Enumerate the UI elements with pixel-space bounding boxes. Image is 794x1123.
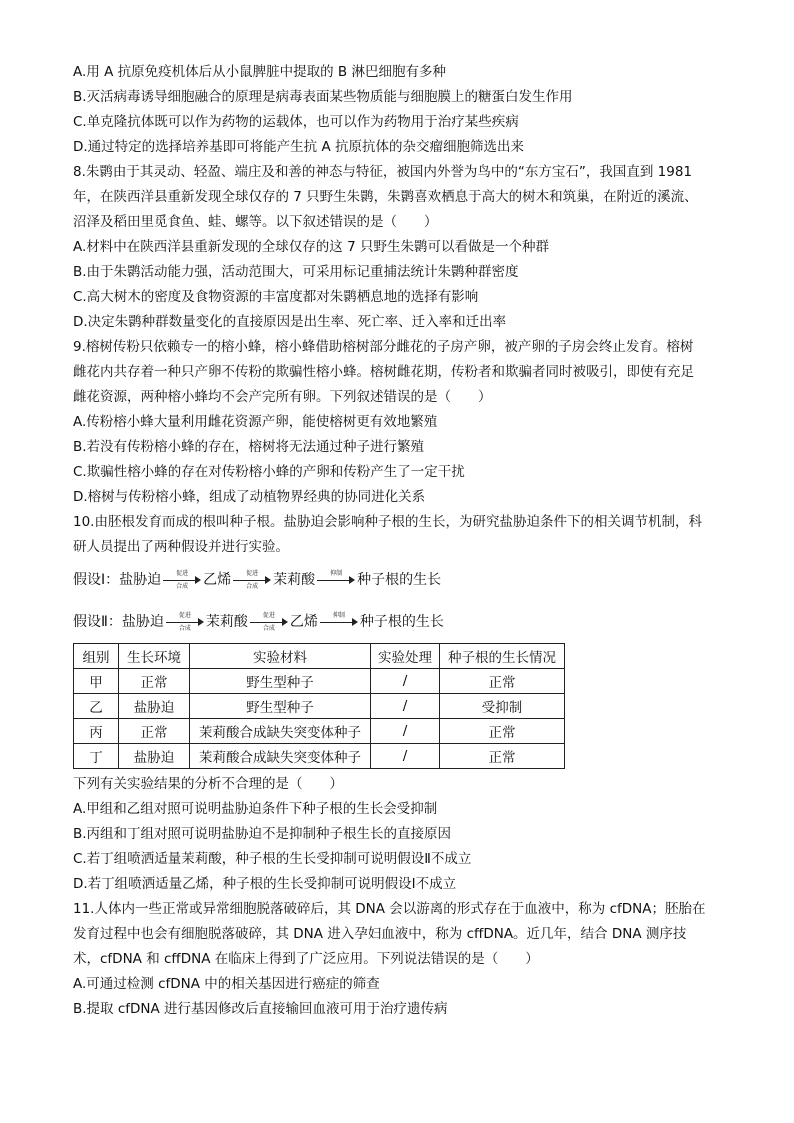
- table-cell: /: [371, 669, 440, 694]
- q8-stem-line: 年，在陕西洋县重新发现全球仅存的 7 只野生朱鹮，朱鹮喜欢栖息于高大的树木和筑巢，在附近的溪流、: [73, 189, 698, 205]
- table-cell: 甲: [74, 669, 119, 694]
- flow-node: 乙烯: [203, 572, 232, 588]
- q11-stem-line: 术，cfDNA 和 cffDNA 在临床上得到了广泛应用。下列说法错误的是（ ）: [73, 951, 539, 967]
- q10-option-c: C.若丁组喷洒适量茉莉酸，种子根的生长受抑制可说明假设Ⅱ不成立: [73, 851, 472, 867]
- table-header: 种子根的生长情况: [440, 644, 565, 669]
- q10-option-d: D.若丁组喷洒适量乙烯，种子根的生长受抑制可说明假设Ⅰ不成立: [73, 876, 457, 892]
- q11-option-b: B.提取 cfDNA 进行基因修改后直接输回血液可用于治疗遗传病: [73, 1001, 448, 1017]
- q8-option-c: C.高大树木的密度及食物资源的丰富度都对朱鹮栖息地的选择有影响: [73, 289, 479, 305]
- q10-stem-line: 10.由胚根发育而成的根叫种子根。盐胁迫会影响种子根的生长，为研究盐胁迫条件下的相关调节机制，科: [73, 514, 702, 530]
- table-header: 生长环境: [119, 644, 190, 669]
- table-header-row: [74, 644, 565, 669]
- table-cell: 正常: [119, 669, 190, 694]
- q9-stem-line: 9.榕树传粉只依赖专一的榕小蜂，榕小蜂借助榕树部分雌花的子房产卵，被产卵的子房会终止发育。榕树: [73, 339, 694, 355]
- table-cell: 正常: [119, 719, 190, 744]
- q9-option-a: A.传粉榕小蜂大量利用雌花资源产卵，能使榕树更有效地繁殖: [73, 414, 438, 430]
- q7-option-a: A.用 A 抗原免疫机体后从小鼠脾脏中提取的 B 淋巴细胞有多种: [73, 64, 446, 80]
- q8-option-d: D.决定朱鹮种群数量变化的直接原因是出生率、死亡率、迁入率和迁出率: [73, 314, 507, 330]
- q8-option-b: B.由于朱鹮活动能力强，活动范围大，可采用标记重捕法统计朱鹮种群密度: [73, 264, 519, 280]
- table-header: 组别: [74, 644, 119, 669]
- arrow-icon: 促进 合成: [166, 612, 204, 632]
- table-cell: 正常: [440, 719, 565, 744]
- q9-stem-line: 雌花内共存着一种只产卵不传粉的欺骗性榕小蜂。榕树雌花期，传粉者和欺骗者同时被吸引，即使有充足: [73, 364, 694, 380]
- table-cell: 丁: [74, 744, 119, 769]
- q11-stem-line: 11.人体内一些正常或异常细胞脱落破碎后，其 DNA 会以游离的形式存在于血液中，称为 cfDNA；胚胎在: [73, 901, 706, 917]
- flow-node: 种子根的生长: [357, 572, 442, 588]
- table-cell: 茉莉酸合成缺失突变体种子: [190, 719, 371, 744]
- q9-option-d: D.榕树与传粉榕小蜂，组成了动植物界经典的协同进化关系: [73, 489, 426, 505]
- q8-stem-line: 沼泽及稻田里觅食鱼、蛙、螺等。以下叙述错误的是（ ）: [73, 214, 438, 230]
- flow-node: 乙烯: [289, 614, 318, 630]
- q8-option-a: A.材料中在陕西洋县重新发现的全球仅存的这 7 只野生朱鹮可以看做是一个种群: [73, 239, 549, 255]
- table-cell: 受抑制: [440, 694, 565, 719]
- q10-question: 下列有关实验结果的分析不合理的是（ ）: [73, 776, 343, 792]
- table-row: [74, 694, 565, 719]
- q8-stem-line: 8.朱鹮由于其灵动、轻盈、端庄及和善的神态与特征，被国内外誉为鸟中的“东方宝石”，我国直到 1981: [73, 164, 693, 180]
- flow-node: 种子根的生长: [359, 614, 444, 630]
- q11-stem-line: 发育过程中也会有细胞脱落破碎，其 DNA 进入孕妇血液中，称为 cffDNA。近几年，结合 DNA 测序技: [73, 926, 687, 942]
- hypothesis-label: 假设Ⅱ：: [73, 614, 122, 630]
- q7-option-d: D.通过特定的选择培养基即可将能产生抗 A 抗原抗体的杂交瘤细胞筛选出来: [73, 139, 525, 155]
- arrow-icon: 促进 合成: [250, 612, 288, 632]
- q9-stem-line: 雌花资源，两种榕小蜂均不会产完所有卵。下列叙述错误的是（ ）: [73, 389, 492, 405]
- table-row: [74, 719, 565, 744]
- q10-stem-line: 研人员提出了两种假设并进行实验。: [73, 539, 289, 555]
- q11-option-a: A.可通过检测 cfDNA 中的相关基因进行癌症的筛查: [73, 976, 380, 992]
- flow-node: 盐胁迫: [121, 614, 164, 630]
- table-cell: 盐胁迫: [119, 694, 190, 719]
- arrow-icon: 抑制: [320, 612, 358, 632]
- table-cell: 野生型种子: [190, 669, 371, 694]
- table-header: 实验材料: [190, 644, 371, 669]
- q7-option-b: B.灭活病毒诱导细胞融合的原理是病毒表面某些物质能与细胞膜上的糖蛋白发生作用: [73, 89, 573, 105]
- q10-option-b: B.丙组和丁组对照可说明盐胁迫不是抑制种子根生长的直接原因: [73, 826, 452, 842]
- table-cell: 盐胁迫: [119, 744, 190, 769]
- flow-node: 茉莉酸: [273, 572, 316, 588]
- table-cell: 丙: [74, 719, 119, 744]
- hypothesis-1: [73, 570, 441, 590]
- table-cell: 正常: [440, 669, 565, 694]
- q9-option-b: B.若没有传粉榕小蜂的存在，榕树将无法通过种子进行繁殖: [73, 439, 425, 455]
- arrow-icon: 促进 合成: [233, 570, 271, 590]
- table-cell: 乙: [74, 694, 119, 719]
- table-row: [74, 744, 565, 769]
- q10-option-a: A.甲组和乙组对照可说明盐胁迫条件下种子根的生长会受抑制: [73, 801, 438, 817]
- arrow-icon: 抑制: [317, 570, 355, 590]
- table-cell: 茉莉酸合成缺失突变体种子: [190, 744, 371, 769]
- experiment-table: [73, 643, 565, 769]
- hypothesis-label: 假设Ⅰ：: [73, 572, 120, 588]
- hypothesis-2: [73, 612, 444, 632]
- table-cell: /: [371, 694, 440, 719]
- table-cell: 野生型种子: [190, 694, 371, 719]
- table-cell: /: [371, 744, 440, 769]
- table-cell: /: [371, 719, 440, 744]
- q7-option-c: C.单克隆抗体既可以作为药物的运载体，也可以作为药物用于治疗某些疾病: [73, 114, 519, 130]
- flow-node: 茉莉酸: [205, 614, 248, 630]
- table-cell: 正常: [440, 744, 565, 769]
- flow-node: 盐胁迫: [119, 572, 162, 588]
- arrow-icon: 促进 合成: [163, 570, 201, 590]
- table-header: 实验处理: [371, 644, 440, 669]
- q9-option-c: C.欺骗性榕小蜂的存在对传粉榕小蜂的产卵和传粉产生了一定干扰: [73, 464, 465, 480]
- table-row: [74, 669, 565, 694]
